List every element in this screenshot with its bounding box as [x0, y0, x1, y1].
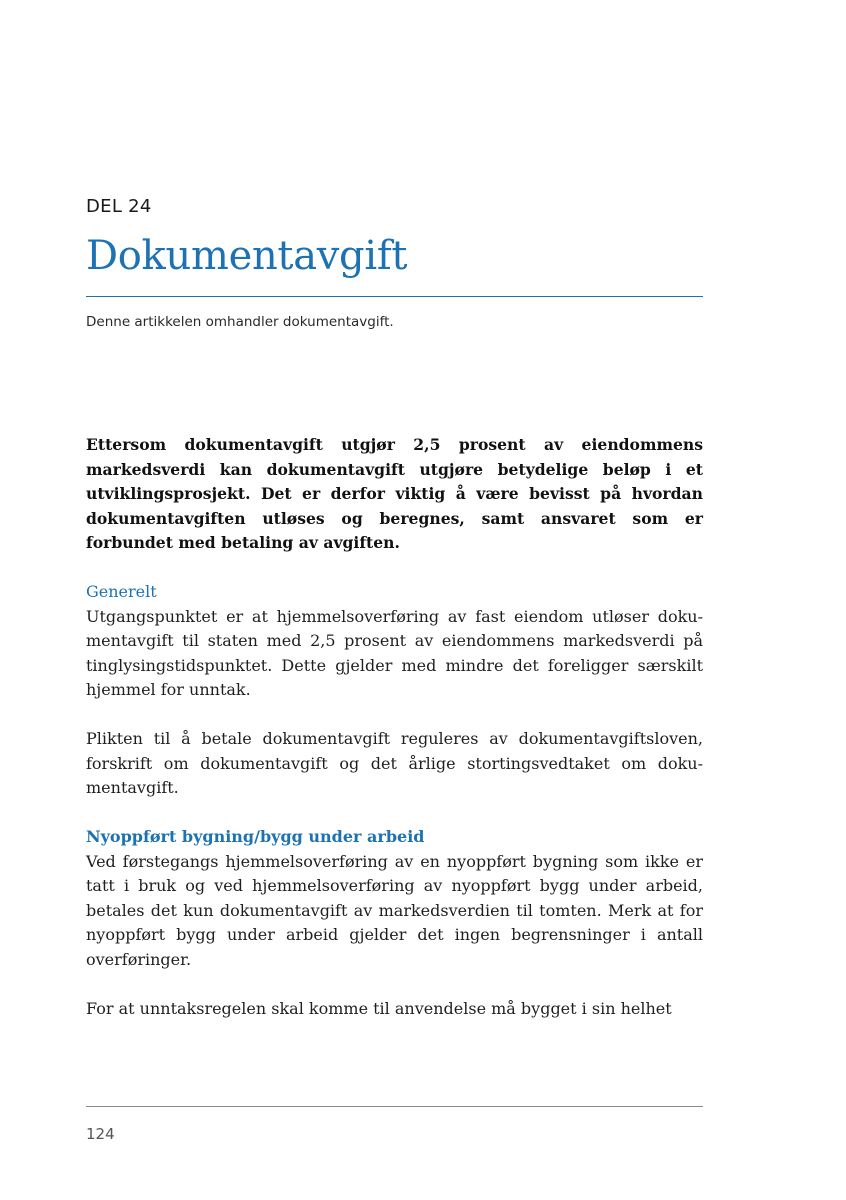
paragraph: For at unntaksregelen skal komme til anvendelse må bygget i sin helhet [86, 998, 672, 1018]
paragraph: Plikten til å betale dokumentavgift reguleres av dokumentavgiftsloven, forskrift om dokumentavgift og det årlige stortingsvedtaket om dokumentavgift. [86, 729, 703, 797]
section-nyoppfort [86, 825, 703, 972]
section-heading-nyoppfort: Nyoppført bygning/bygg under arbeid [86, 827, 425, 846]
title-divider [86, 296, 703, 297]
page-title: Dokumentavgift [86, 233, 408, 279]
paragraph: Ved førstegangs hjemmelsoverføring av en nyoppført bygning som ikke er tatt i bruk og ved hjemmelsoverføring av nyoppført bygg under arbeid, betales det kun dokumentavgift av markedsverdien til tomten. Merk at for nyoppført bygg under arbeid gjelder det ingen begrensninger i antall overføringer. [86, 851, 703, 969]
article-body [86, 433, 703, 1046]
page-number: 124 [86, 1125, 115, 1143]
section-heading-generelt: Generelt [86, 582, 157, 601]
lead-paragraph: Ettersom dokumentavgift utgjør 2,5 prosent av eiendommens markedsverdi kan dokumentavgift utgjøre betydelige beløp i et utviklingsprosjekt. Det er derfor viktig å være bevisst på hvordan dokumentavgiften utløses og beregnes, samt ansvaret som er forbundet med betaling av avgiften. [86, 435, 703, 552]
footer-divider [86, 1106, 703, 1107]
paragraph: Utgangspunktet er at hjemmelsoverføring av fast eiendom utløser dokumentavgift til staten med 2,5 prosent av eiendommens markedsverdi på tinglysingstidspunktet. Dette gjelder med mindre det foreligger særskilt hjemmel for unntak. [86, 606, 703, 699]
section-generelt [86, 580, 703, 703]
part-label: DEL 24 [86, 196, 152, 217]
document-page [86, 0, 703, 1200]
page-subtitle: Denne artikkelen omhandler dokumentavgift. [86, 314, 394, 330]
